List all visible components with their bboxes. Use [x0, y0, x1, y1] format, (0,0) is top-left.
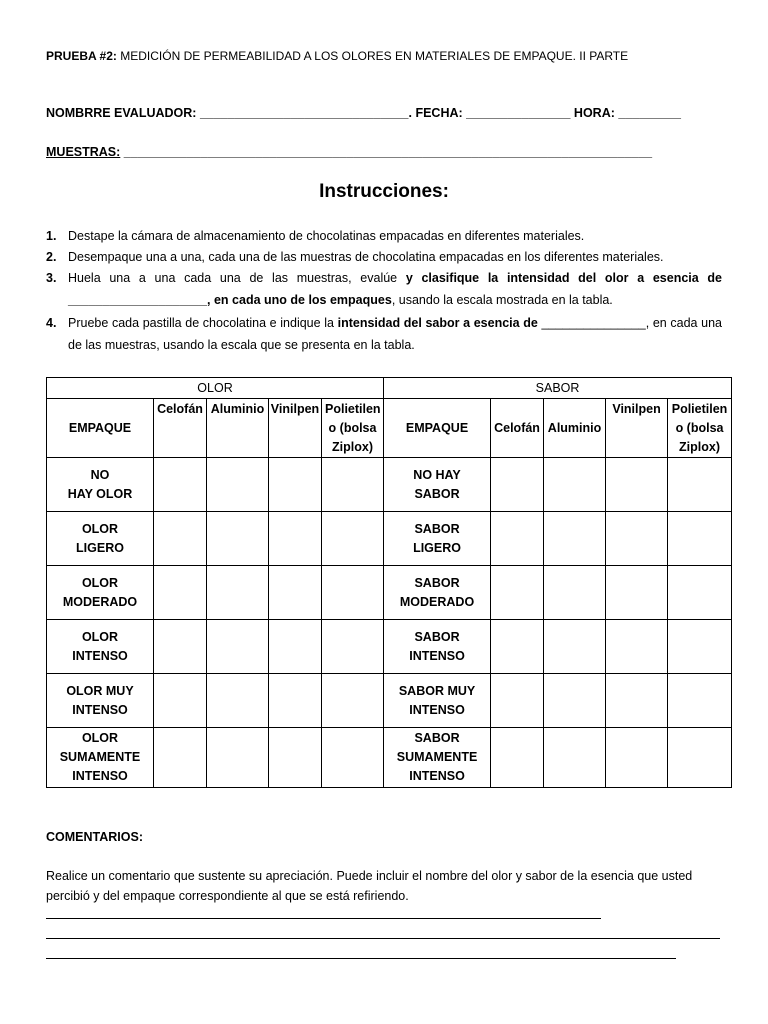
instruction-text-a: Pruebe cada pastilla de chocolatina e indique la — [68, 316, 338, 330]
sabor-level-line: INTENSO — [409, 648, 465, 663]
comment-line-1[interactable] — [46, 918, 601, 919]
comments-instructions: Realice un comentario que sustente su apreciación. Puede incluir el nombre del olor y sabor de la esencia que usted percibió y del empaque correspondiente al que se está refiriendo. — [46, 869, 693, 903]
table-row — [47, 458, 732, 512]
time-field[interactable]: _________ — [614, 106, 681, 120]
evaluator-label: NOMBRRE EVALUADOR: — [46, 106, 197, 120]
sabor-rating-cell[interactable] — [668, 512, 732, 566]
sabor-rating-cell[interactable] — [668, 674, 732, 728]
olor-level-label — [47, 512, 154, 566]
instruction-number: 2. — [46, 250, 57, 264]
olor-rating-cell[interactable] — [207, 728, 269, 788]
olor-rating-cell[interactable] — [154, 620, 207, 674]
olor-rating-cell[interactable] — [154, 674, 207, 728]
olor-rating-cell[interactable] — [207, 458, 269, 512]
samples-field[interactable]: ____________________________________________________________________________ — [120, 145, 653, 159]
sabor-rating-cell[interactable] — [668, 566, 732, 620]
sabor-rating-cell[interactable] — [606, 458, 668, 512]
sabor-rating-cell[interactable] — [606, 620, 668, 674]
instruction-number: 3. — [46, 271, 57, 285]
instruction-text — [68, 268, 722, 311]
olor-rating-cell[interactable] — [322, 566, 384, 620]
olor-rating-cell[interactable] — [207, 512, 269, 566]
olor-level-label — [47, 674, 154, 728]
sabor-empaque-label: EMPAQUE — [384, 399, 491, 458]
instruction-text-emphasis: intensidad del sabor a esencia de — [337, 316, 538, 330]
table-row — [47, 566, 732, 620]
olor-rating-cell[interactable] — [322, 458, 384, 512]
sabor-level-line: SABOR — [414, 575, 460, 590]
sabor-rating-cell[interactable] — [544, 674, 606, 728]
sabor-material-celofan: Celofán — [491, 399, 544, 458]
instruction-text: Desempaque una a una, cada una de las muestras de chocolatina empacadas en los diferentes materiales. — [68, 250, 664, 264]
evaluator-field[interactable]: ______________________________ — [196, 106, 409, 120]
olor-level-line: HAY OLOR — [67, 486, 133, 501]
olor-rating-cell[interactable] — [269, 674, 322, 728]
table-row — [47, 512, 732, 566]
sabor-level-line: INTENSO — [409, 702, 465, 717]
olor-level-line: INTENSO — [72, 702, 128, 717]
sabor-level-label — [384, 728, 491, 788]
sabor-material-aluminio: Aluminio — [544, 399, 606, 458]
olor-level-label — [47, 566, 154, 620]
sabor-rating-cell[interactable] — [544, 728, 606, 788]
test-title — [46, 49, 628, 63]
sabor-level-line: SABOR — [414, 486, 460, 501]
instruction-text-c: , usando la escala mostrada en la tabla. — [391, 292, 613, 307]
olor-rating-cell[interactable] — [322, 674, 384, 728]
evaluation-table — [46, 377, 732, 788]
olor-rating-cell[interactable] — [269, 620, 322, 674]
instructions-heading: Instrucciones: — [319, 181, 449, 202]
sabor-rating-cell[interactable] — [491, 674, 544, 728]
sabor-material-polietileno: Polietilen o (bolsa Ziplox) — [668, 399, 732, 458]
sabor-level-label — [384, 566, 491, 620]
instruction-text — [68, 313, 722, 356]
olor-level-label — [47, 458, 154, 512]
sabor-rating-cell[interactable] — [544, 512, 606, 566]
sabor-rating-cell[interactable] — [606, 566, 668, 620]
olor-material-vinilpen: Vinilpen — [269, 399, 322, 458]
olor-level-line: INTENSO — [72, 648, 128, 663]
olor-rating-cell[interactable] — [322, 728, 384, 788]
instruction-text: Destape la cámara de almacenamiento de chocolatinas empacadas en diferentes materiales. — [68, 229, 585, 243]
sabor-rating-cell[interactable] — [544, 620, 606, 674]
sabor-level-line: INTENSO — [409, 769, 465, 783]
sabor-rating-cell[interactable] — [491, 458, 544, 512]
sabor-header: SABOR — [384, 378, 732, 399]
sabor-level-line: LIGERO — [413, 540, 461, 555]
olor-rating-cell[interactable] — [269, 458, 322, 512]
olor-rating-cell[interactable] — [207, 620, 269, 674]
olor-header: OLOR — [47, 378, 384, 399]
instruction-item-4 — [46, 313, 722, 356]
samples-line — [46, 145, 652, 159]
olor-level-line: LIGERO — [76, 540, 124, 555]
date-field[interactable]: _______________ — [462, 106, 571, 120]
olor-level-label — [47, 620, 154, 674]
olor-level-line: INTENSO — [72, 769, 128, 783]
sabor-rating-cell[interactable] — [491, 512, 544, 566]
olor-level-line: OLOR — [81, 575, 119, 590]
olor-rating-cell[interactable] — [154, 728, 207, 788]
evaluator-line — [46, 106, 681, 120]
time-label: HORA: — [570, 106, 615, 120]
olor-level-line: OLOR MUY — [66, 683, 134, 698]
sabor-rating-cell[interactable] — [668, 620, 732, 674]
instruction-text-c: _______________, en cada una de las muestras, usando la escala que se presenta en la tabla. — [68, 316, 722, 352]
instruction-item-1 — [46, 226, 722, 248]
instruction-text-emphasis: y clasifique la intensidad del olor a esencia de ____________________, en cada uno de los empaques — [68, 271, 723, 307]
olor-material-aluminio: Aluminio — [207, 399, 269, 458]
olor-rating-cell[interactable] — [207, 566, 269, 620]
olor-rating-cell[interactable] — [207, 674, 269, 728]
sabor-rating-cell[interactable] — [491, 620, 544, 674]
sabor-rating-cell[interactable] — [491, 728, 544, 788]
comment-line-3[interactable] — [46, 958, 676, 959]
sabor-rating-cell[interactable] — [491, 566, 544, 620]
table-row — [47, 620, 732, 674]
instruction-text-a: Huela una a una cada una de las muestras, evalúe — [68, 271, 406, 285]
instruction-item-3 — [46, 268, 722, 311]
olor-level-line: NO — [90, 467, 110, 482]
table-row — [47, 674, 732, 728]
instruction-number: 4. — [46, 316, 57, 330]
sabor-level-line: SABOR — [414, 731, 460, 745]
comment-line-2[interactable] — [46, 938, 720, 939]
olor-rating-cell[interactable] — [154, 566, 207, 620]
sabor-level-line: SABOR — [414, 521, 460, 536]
olor-level-line: SUMAMENTE — [59, 750, 141, 764]
olor-level-line: OLOR — [81, 521, 119, 536]
instruction-item-2 — [46, 247, 722, 269]
olor-material-celofan: Celofán — [154, 399, 207, 458]
test-title-text: MEDICIÓN DE PERMEABILIDAD A LOS OLORES EN MATERIALES DE EMPAQUE. II PARTE — [116, 49, 629, 63]
table-row — [47, 728, 732, 788]
olor-rating-cell[interactable] — [322, 620, 384, 674]
test-title-label: PRUEBA #2: — [46, 49, 117, 63]
sabor-rating-cell[interactable] — [606, 728, 668, 788]
sabor-rating-cell[interactable] — [668, 728, 732, 788]
olor-material-polietileno: Polietilen o (bolsa Ziplox) — [322, 399, 384, 458]
sabor-level-label — [384, 512, 491, 566]
sabor-level-line: MODERADO — [399, 594, 475, 609]
sabor-rating-cell[interactable] — [544, 566, 606, 620]
sabor-level-label — [384, 458, 491, 512]
olor-rating-cell[interactable] — [322, 512, 384, 566]
olor-level-label — [47, 728, 154, 788]
sabor-material-vinilpen: Vinilpen — [606, 399, 668, 458]
sabor-rating-cell[interactable] — [606, 512, 668, 566]
comments-heading: COMENTARIOS: — [46, 830, 143, 844]
olor-rating-cell[interactable] — [154, 458, 207, 512]
olor-rating-cell[interactable] — [269, 728, 322, 788]
sabor-level-label — [384, 620, 491, 674]
sabor-rating-cell[interactable] — [606, 674, 668, 728]
olor-rating-cell[interactable] — [154, 512, 207, 566]
olor-level-line: OLOR — [81, 731, 119, 745]
sabor-level-label — [384, 674, 491, 728]
date-label: . FECHA: — [408, 106, 463, 120]
sabor-rating-cell[interactable] — [544, 458, 606, 512]
sabor-level-line: NO HAY — [413, 467, 461, 482]
sabor-level-line: SUMAMENTE — [396, 750, 478, 764]
instruction-number: 1. — [46, 229, 57, 243]
olor-level-line: MODERADO — [62, 594, 138, 609]
samples-label: MUESTRAS: — [46, 145, 121, 159]
olor-empaque-label: EMPAQUE — [47, 399, 154, 458]
olor-rating-cell[interactable] — [269, 566, 322, 620]
sabor-level-line: SABOR — [414, 629, 460, 644]
sabor-level-line: SABOR MUY — [398, 683, 476, 698]
olor-rating-cell[interactable] — [269, 512, 322, 566]
sabor-rating-cell[interactable] — [668, 458, 732, 512]
olor-level-line: OLOR — [81, 629, 119, 644]
